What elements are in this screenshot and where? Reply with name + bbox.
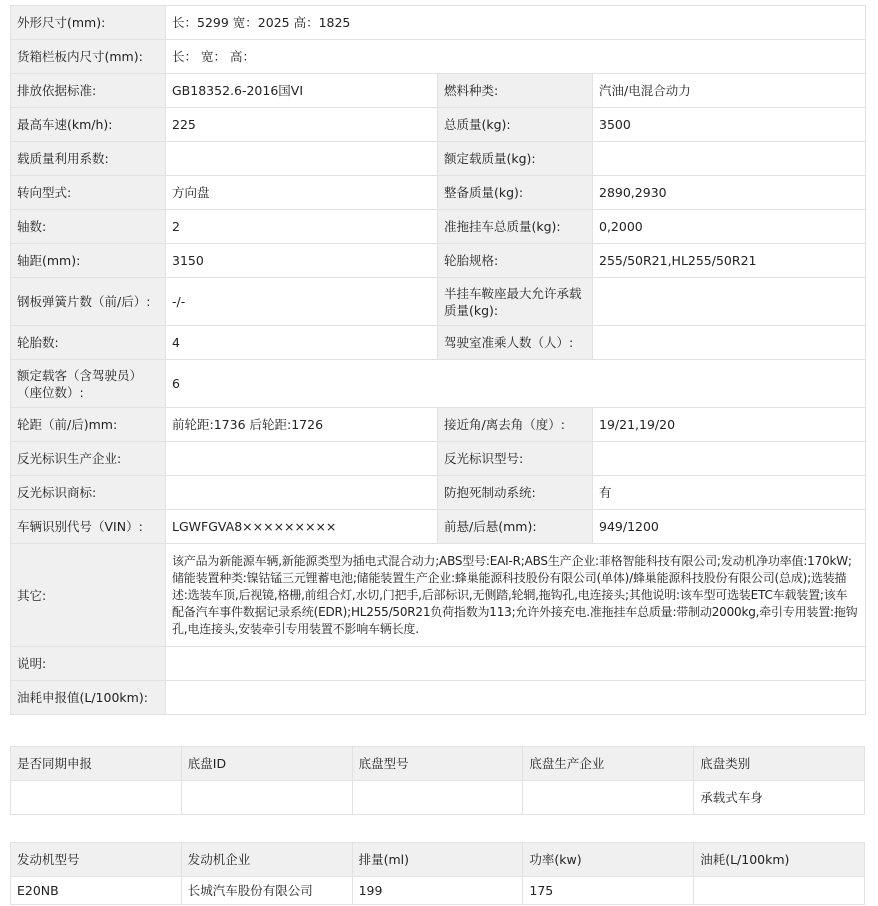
steering-label: 转向型式: (11, 176, 166, 210)
reflector-model-label: 反光标识型号: (438, 442, 593, 476)
emission-value: GB18352.6-2016国VI (166, 74, 438, 108)
overhang-label: 前悬/后悬(mm): (438, 510, 593, 544)
reflector-model-value (593, 442, 866, 476)
dimensions-label: 外形尺寸(mm): (11, 6, 166, 40)
rated-load-value (593, 142, 866, 176)
engine-fuel-consumption (694, 877, 865, 905)
track-value: 前轮距:1736 后轮距:1726 (166, 408, 438, 442)
spring-leaves-label: 钢板弹簧片数（前/后）: (11, 278, 166, 326)
vin-value: LGWFGVA8××××××××× (166, 510, 438, 544)
cab-passengers-value (593, 326, 866, 360)
chassis-cell (352, 781, 523, 815)
reflector-brand-value (166, 476, 438, 510)
engine-displacement: 199 (352, 877, 523, 905)
reflector-maker-value (166, 442, 438, 476)
fuel-consumption-label: 油耗申报值(L/100km): (11, 681, 166, 715)
steering-value: 方向盘 (166, 176, 438, 210)
chassis-header: 底盘ID (181, 747, 352, 781)
total-mass-value: 3500 (593, 108, 866, 142)
cab-passengers-label: 驾驶室准乘人数（人）: (438, 326, 593, 360)
engine-model: E20NB (11, 877, 182, 905)
other-label: 其它: (11, 544, 166, 647)
engine-header: 排量(ml) (352, 843, 523, 877)
engine-maker: 长城汽车股份有限公司 (181, 877, 352, 905)
chassis-cell: 承载式车身 (694, 781, 865, 815)
abs-value: 有 (593, 476, 866, 510)
curb-mass-value: 2890,2930 (593, 176, 866, 210)
wheelbase-label: 轴距(mm): (11, 244, 166, 278)
chassis-header: 底盘型号 (352, 747, 523, 781)
overhang-value: 949/1200 (593, 510, 866, 544)
axles-label: 轴数: (11, 210, 166, 244)
chassis-header: 底盘类别 (694, 747, 865, 781)
cargo-box-value: 长： 宽： 高： (166, 40, 866, 74)
track-label: 轮距（前/后)mm: (11, 408, 166, 442)
abs-label: 防抱死制动系统: (438, 476, 593, 510)
saddle-load-value (593, 278, 866, 326)
curb-mass-label: 整备质量(kg): (438, 176, 593, 210)
max-speed-label: 最高车速(km/h): (11, 108, 166, 142)
tire-count-value: 4 (166, 326, 438, 360)
engine-header: 功率(kw) (523, 843, 694, 877)
cargo-box-label: 货箱栏板内尺寸(mm): (11, 40, 166, 74)
fuel-label: 燃料种类: (438, 74, 593, 108)
engine-table (10, 842, 865, 905)
vehicle-spec-table (10, 5, 866, 715)
chassis-cell (523, 781, 694, 815)
rated-seats-label: 额定载客（含驾驶员）（座位数）: (11, 360, 166, 408)
chassis-header: 是否同期申报 (11, 747, 182, 781)
fuel-value: 汽油/电混合动力 (593, 74, 866, 108)
reflector-brand-label: 反光标识商标: (11, 476, 166, 510)
tire-spec-label: 轮胎规格: (438, 244, 593, 278)
dimensions-value: 长：5299 宽：2025 高：1825 (166, 6, 866, 40)
trailer-mass-value: 0,2000 (593, 210, 866, 244)
total-mass-label: 总质量(kg): (438, 108, 593, 142)
axles-value: 2 (166, 210, 438, 244)
other-remarks: 该产品为新能源车辆,新能源类型为插电式混合动力;ABS型号:EAI-R;ABS生产企业:菲格智能科技有限公司;发动机净功率值:170kW;储能装置种类:镍钴锰三元锂蓄电池;储能装置生产企业:蜂巢能源科技股份有限公司(单体)/蜂巢能源科技股份有限公司(总成);选装描述:选装车顶,后视镜,格栅,前组合灯,水切,门把手,后部标识,无侧踏,轮辋,拖钩孔,电连接头;其他说明:该车型可选装ETC车载装置;该车配备汽车事件数据记录系统(EDR);HL255/50R21负荷指数为113;允许外接充电.准拖挂车总质量:带制动2000kg,牵引专用装置:拖钩孔,电连接头,安装牵引专用装置不影响车辆长度. (166, 544, 866, 647)
reflector-maker-label: 反光标识生产企业: (11, 442, 166, 476)
vin-label: 车辆识别代号（VIN）: (11, 510, 166, 544)
angles-label: 接近角/离去角（度）: (438, 408, 593, 442)
emission-label: 排放依据标准: (11, 74, 166, 108)
max-speed-value: 225 (166, 108, 438, 142)
chassis-header: 底盘生产企业 (523, 747, 694, 781)
note-value (166, 647, 866, 681)
engine-header: 发动机企业 (181, 843, 352, 877)
chassis-cell (11, 781, 182, 815)
angles-value: 19/21,19/20 (593, 408, 866, 442)
chassis-table (10, 746, 865, 815)
load-coef-label: 载质量利用系数: (11, 142, 166, 176)
note-label: 说明: (11, 647, 166, 681)
saddle-load-label: 半挂车鞍座最大允许承载质量(kg): (438, 278, 593, 326)
engine-header: 油耗(L/100km) (694, 843, 865, 877)
trailer-mass-label: 准拖挂车总质量(kg): (438, 210, 593, 244)
rated-seats-value: 6 (166, 360, 866, 408)
tire-count-label: 轮胎数: (11, 326, 166, 360)
rated-load-label: 额定载质量(kg): (438, 142, 593, 176)
engine-power: 175 (523, 877, 694, 905)
wheelbase-value: 3150 (166, 244, 438, 278)
fuel-consumption-value (166, 681, 866, 715)
load-coef-value (166, 142, 438, 176)
tire-spec-value: 255/50R21,HL255/50R21 (593, 244, 866, 278)
chassis-cell (181, 781, 352, 815)
spring-leaves-value: -/- (166, 278, 438, 326)
engine-header: 发动机型号 (11, 843, 182, 877)
